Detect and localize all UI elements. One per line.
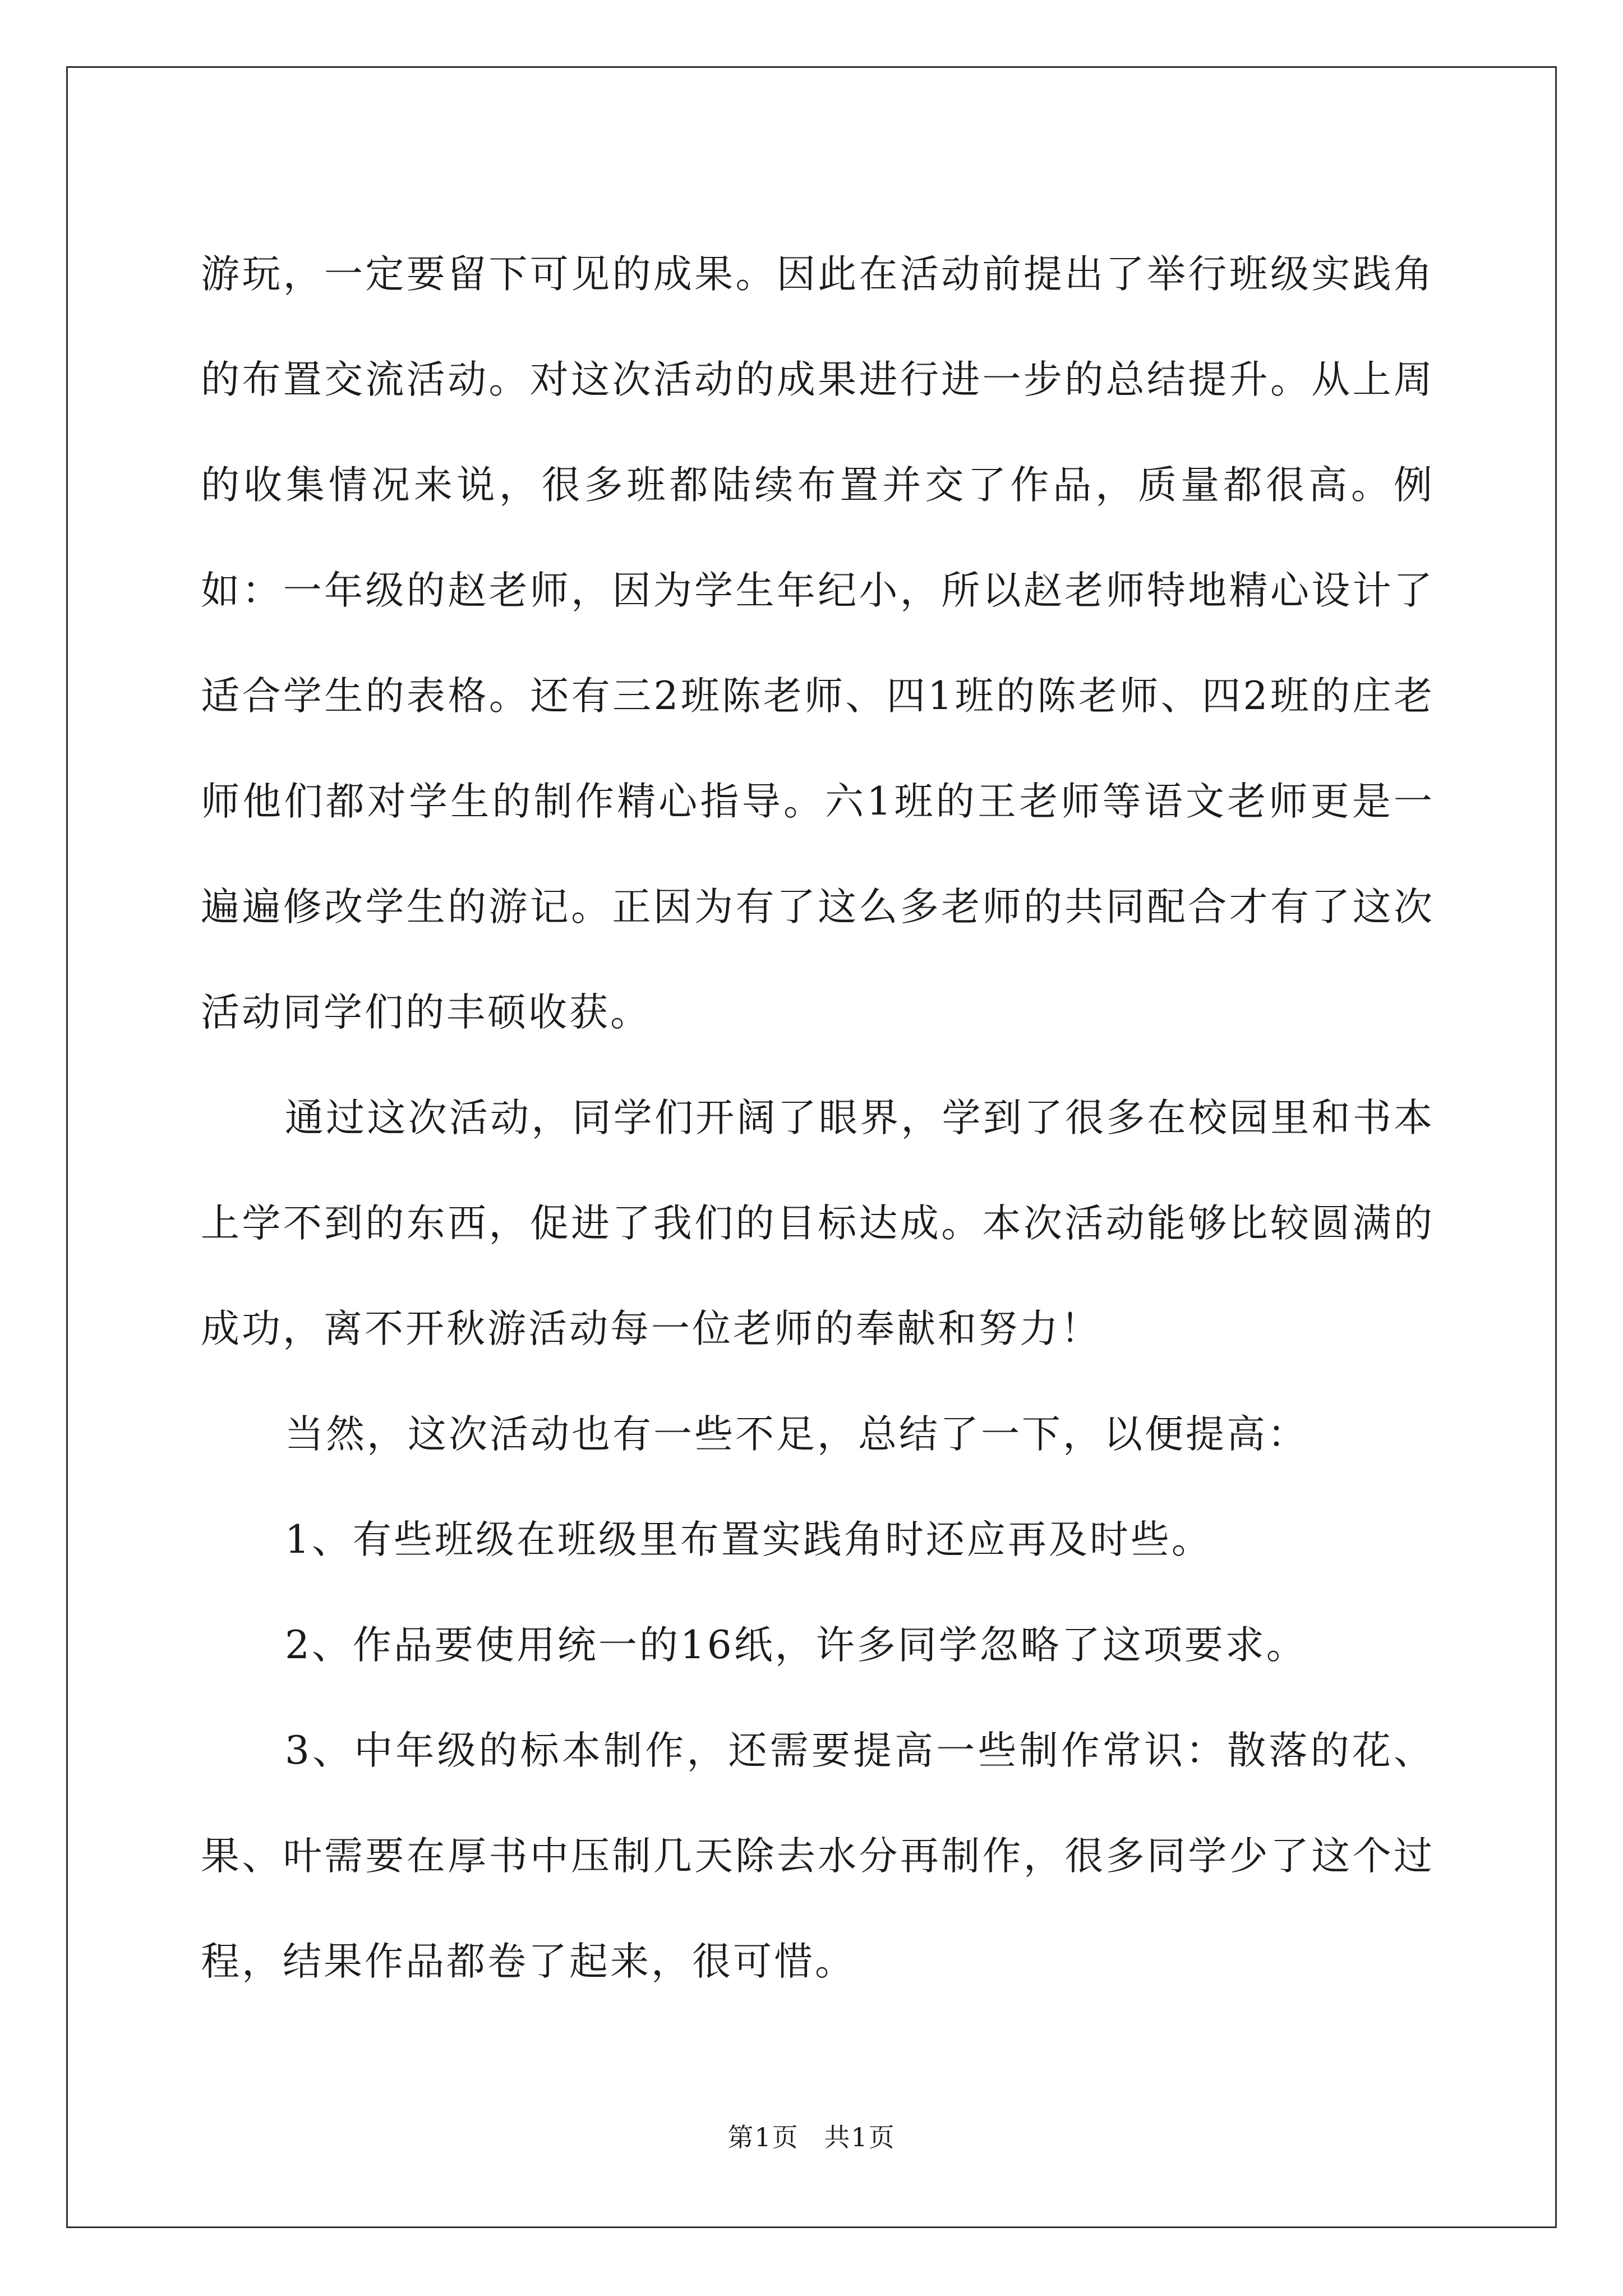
list-item-2: 2、作品要使用统一的16纸，许多同学忽略了这项要求。: [285, 1623, 1307, 1668]
paragraph-1: 游玩，一定要留下可见的成果。因此在活动前提出了举行班级实践角的布置交流活动。对这次活动的成果进行进一步的总结提升。从上周的收集情况来说，很多班都陆续布置并交了作品，质量都很高。例如：一年级的赵老师，因为学生年纪小，所以赵老师特地精心设计了适合学生的表格。还有三2班陈老师、四1班的陈老师、四2班的庄老师他们都对学生的制作精心指导。六1班的王老师等语文老师更是一遍遍修改学生的游记。正因为有了这么多老师的共同配合才有了这次活动同学们的丰硕收获。: [201, 252, 1435, 1035]
list-item-1: 1、有些班级在班级里布置实践角时还应再及时些。: [285, 1517, 1212, 1562]
page-footer: [0, 2120, 1623, 2154]
paragraph-2: 通过这次活动，同学们开阔了眼界，学到了很多在校园里和书本上学不到的东西，促进了我们的目标达成。本次活动能够比较圆满的成功，离不开秋游活动每一位老师的奉献和努力！: [201, 1096, 1435, 1351]
list-item-3: 3、中年级的标本制作，还需要提高一些制作常识：散落的花、果、叶需要在厚书中压制几天除去水分再制作，很多同学少了这个过程，结果作品都卷了起来，很可惜。: [201, 1728, 1435, 1984]
paragraph-3: 当然，这次活动也有一些不足，总结了一下，以便提高：: [285, 1412, 1308, 1457]
page-number: 第1页: [727, 2122, 799, 2152]
document-body: [201, 222, 1435, 2014]
page-total: 共1页: [824, 2122, 896, 2152]
